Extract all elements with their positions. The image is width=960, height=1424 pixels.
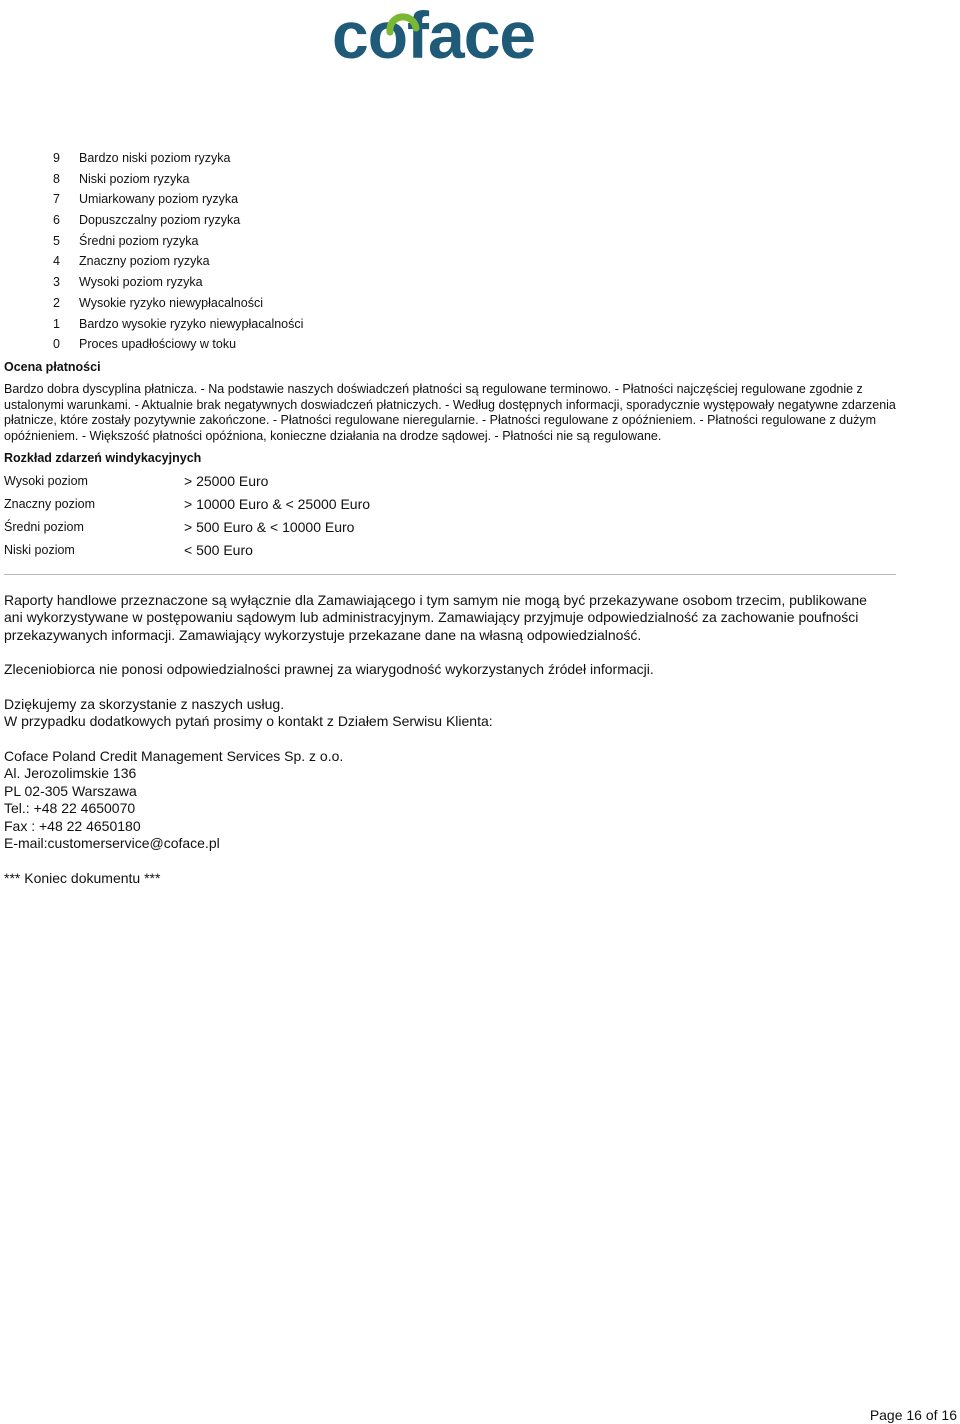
collection-range: < 500 Euro: [184, 542, 253, 558]
risk-score: 2: [53, 295, 60, 310]
risk-scale-list: [0, 148, 400, 355]
risk-score: 8: [53, 171, 60, 186]
liability-text: Zleceniobiorca nie ponosi odpowiedzialności prawnej za wiarygodność wykorzystanych źródeł informacji.: [4, 661, 654, 677]
phone-number: Tel.: +48 22 4650070: [4, 800, 136, 817]
collection-row: [4, 539, 504, 562]
collection-level: Niski poziom: [4, 543, 75, 557]
risk-scale-row: [0, 334, 400, 355]
coface-logo: [332, 2, 568, 64]
company-name: Coface Poland Credit Management Services Sp. z o.o.: [4, 748, 344, 764]
collection-title: Rozkład zdarzeń windykacyjnych: [4, 451, 202, 465]
end-of-document-note: *** Koniec dokumentu ***: [4, 870, 161, 886]
company-address: [4, 748, 884, 852]
risk-scale-row: [0, 189, 400, 210]
risk-label: Znaczny poziom ryzyka: [79, 254, 210, 269]
collection-range: > 25000 Euro: [184, 473, 269, 489]
thanks-line: Dziękujemy za skorzystanie z naszych usług.: [4, 696, 285, 712]
section-divider: [4, 574, 896, 575]
risk-scale-row: [0, 293, 400, 314]
risk-label: Bardzo wysokie ryzyko niewypłacalności: [79, 316, 304, 331]
risk-label: Średni poziom ryzyka: [79, 233, 199, 248]
collection-range: > 500 Euro & < 10000 Euro: [184, 519, 355, 535]
risk-score: 9: [53, 151, 60, 165]
risk-scale-row: [0, 251, 400, 272]
risk-scale-row: [0, 272, 400, 293]
risk-score: 4: [53, 254, 60, 269]
collection-table: [4, 470, 504, 562]
risk-label: Proces upadłościowy w toku: [79, 337, 237, 352]
risk-label: Dopuszczalny poziom ryzyka: [79, 213, 241, 228]
risk-label: Umiarkowany poziom ryzyka: [79, 192, 239, 207]
collection-level: Wysoki poziom: [4, 474, 88, 488]
risk-score: 5: [53, 233, 60, 248]
logo-text: coface: [332, 2, 536, 64]
risk-label: Bardzo niski poziom ryzyka: [79, 151, 231, 165]
risk-score: 7: [53, 192, 60, 207]
risk-score: 0: [53, 337, 60, 352]
email-address: E-mail:customerservice@coface.pl: [4, 835, 220, 852]
collection-row: [4, 470, 504, 493]
risk-label: Wysokie ryzyko niewypłacalności: [79, 295, 263, 310]
risk-scale-row: [0, 314, 400, 335]
address-street: Al. Jerozolimskie 136: [4, 765, 137, 782]
risk-score: 3: [53, 275, 60, 290]
fax-number: Fax : +48 22 4650180: [4, 817, 141, 834]
risk-scale-row: [0, 210, 400, 231]
collection-level: Znaczny poziom: [4, 497, 96, 511]
risk-scale-row: [0, 148, 400, 169]
contact-intro-line: W przypadku dodatkowych pytań prosimy o kontakt z Działem Serwisu Klienta:: [4, 713, 493, 730]
page-number: Page 16 of 16: [869, 1407, 957, 1423]
collection-row: [4, 493, 504, 516]
payment-rating-title: Ocena płatności: [4, 360, 101, 374]
payment-rating-text: Bardzo dobra dyscyplina płatnicza. - Na podstawie naszych doświadczeń płatności są regulowane terminowo. - Płatności najczęściej regulowane zgodnie z ustalonymi warunkami. - Aktualnie brak negatywnych doswiadczeń płatniczych. - Według dostępnych informacji, sporadycznie występowały negatywne zdarzenia płatnicze, które zostały pozytywnie zakończone. - Płatności regulowane nieregularnie. - Płatności regulowane z opóźnieniem. - Płatności regulowane z dużym opóźnieniem. - Większość płatności opóźniona, konieczne działania na drodze sądowej. - Płatności nie są regulowane.: [4, 382, 896, 443]
disclaimer-text: Raporty handlowe przeznaczone są wyłącznie dla Zamawiającego i tym samym nie mogą być przekazywane osobom trzecim, publikowane ani wykorzystywane w postępowaniu sądowym lub administracyjnym. Zamawiający przyjmuje odpowiedzialność za zachowanie poufności przekazywanych informacji. Zamawiający wykorzystuje przekazane dane na własną odpowiedzialność.: [4, 592, 867, 643]
address-city: PL 02-305 Warszawa: [4, 782, 137, 799]
risk-score: 1: [53, 316, 60, 331]
risk-scale-row: [0, 169, 400, 190]
thanks-block: [4, 696, 884, 731]
collection-row: [4, 516, 504, 539]
collection-level: Średni poziom: [4, 520, 84, 534]
risk-label: Wysoki poziom ryzyka: [79, 275, 203, 290]
risk-score: 6: [53, 213, 60, 228]
collection-range: > 10000 Euro & < 25000 Euro: [184, 496, 371, 512]
risk-scale-row: [0, 231, 400, 252]
coface-logo-graphic: [332, 2, 568, 64]
risk-label: Niski poziom ryzyka: [79, 171, 190, 186]
